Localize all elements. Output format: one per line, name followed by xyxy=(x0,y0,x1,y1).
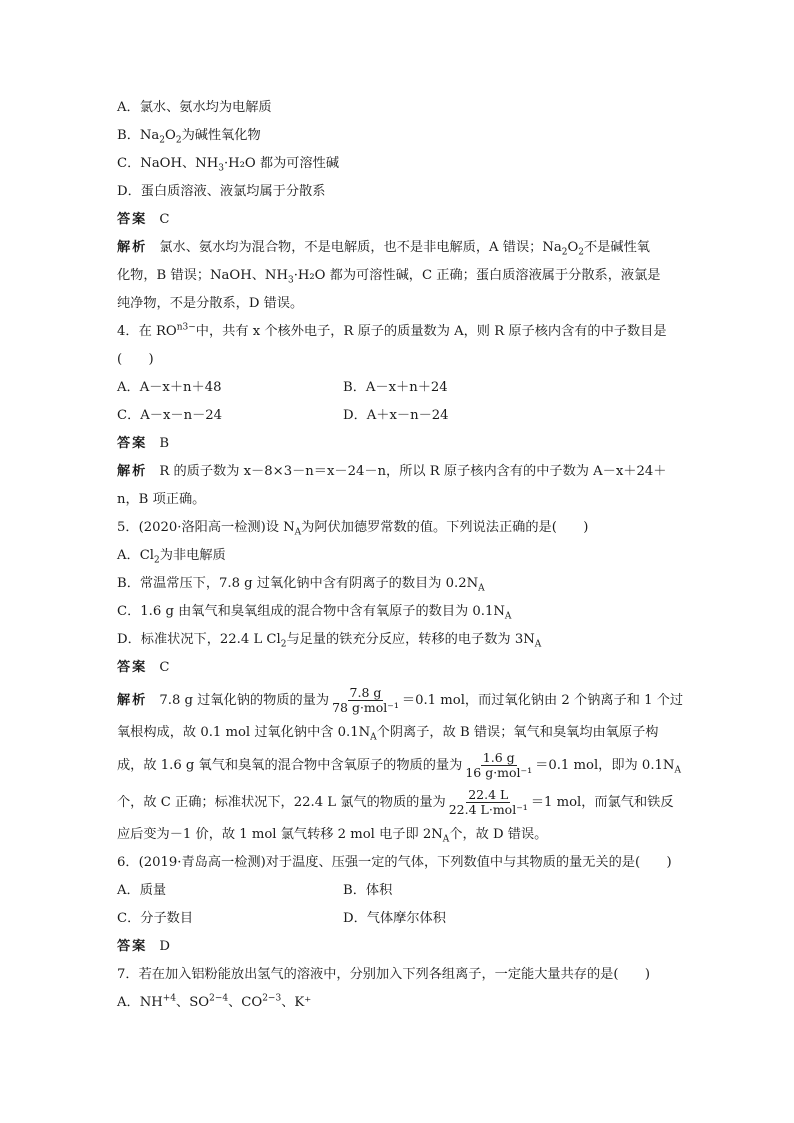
q5-analysis-line-5: 应后变为－1 价，故 1 mol 氯气转移 2 mol 电子即 $2N_A$个，故 D 错误。 xyxy=(117,827,548,845)
q5-answer: 答案 C xyxy=(117,660,170,675)
q4-options-row-2 xyxy=(117,402,682,430)
q6-option-b: B．体积 xyxy=(343,883,393,898)
q5-option-b: B．常温常压下，7.8 g 过氧化钠中含有阴离子的数目为 $0.2N_A$ xyxy=(117,576,485,594)
q6-stem: 6．(2019·青岛高一检测)对于温度、压强一定的气体，下列数值中与其物质的量无关的是( ) xyxy=(117,855,672,870)
fraction: $\frac{22.4 L}{\text{22.4 L·mol⁻¹}}$ xyxy=(448,787,528,817)
q3-answer: 答案 C xyxy=(117,212,170,227)
q5-option-c: C．1.6 g 由氧气和臭氧组成的混合物中含有氧原子的数目为 $0.1N_A$ xyxy=(117,604,512,622)
q5-analysis-line-2: 氧根构成，故 0.1 mol 过氧化钠中含 $0.1N_A$个阴离子，故 B 错误；氧气和臭氧均由氧原子构 xyxy=(117,725,659,743)
q6-options-row-2 xyxy=(117,905,682,933)
q3-analysis-line-1: 解析 氯水、氨水均为混合物，不是电解质，也不是非电解质，A 错误；$Na_2O_2$不是碱性氧 xyxy=(117,240,650,258)
q7-stem: 7．若在加入铝粉能放出氢气的溶液中，分别加入下列各组离子，一定能大量共存的是( ) xyxy=(117,967,650,982)
q5-analysis-line-1: 解析 7.8 g 过氧化钠的物质的量为 $\frac{7.8 g}{\text{78 g·mol⁻¹}}$ ＝0.1 mol，而过氧化钠由 2 个钠离子和 1 个过 xyxy=(117,685,684,715)
q4-option-c: C．A－x－n－24 xyxy=(117,408,223,423)
q4-options-row-1 xyxy=(117,374,682,402)
q3-analysis-line-3: 纯净物，不是分散系，D 错误。 xyxy=(117,296,304,311)
q5-analysis-line-4: 个，故 C 正确；标准状况下，22.4 L 氯气的物质的量为 $\frac{22.4 L}{\text{22.4 L·mol⁻¹}}$ ＝1 mol，而氯气和铁反 xyxy=(117,787,674,817)
q3-option-a: A．氯水、氨水均为电解质 xyxy=(117,100,272,115)
q4-analysis-line-1: 解析 R 的质子数为 x－8×3－n＝x－24－n，所以 R 原子核内含有的中子数为 A－x＋24＋ xyxy=(117,464,667,479)
q4-stem-line-2: ( ) xyxy=(117,352,154,367)
q5-analysis-line-3: 成，故 1.6 g 氧气和臭氧的混合物中含氧原子的物质的量为 $\frac{1.6 g}{\text{16 g·mol⁻¹}}$ ＝0.1 mol，即为 $0.1N_A$ xyxy=(117,750,681,780)
q6-option-a: A．质量 xyxy=(117,883,167,898)
document-page xyxy=(117,94,682,1017)
q4-option-b: B．A－x＋n＋24 xyxy=(343,380,448,395)
q5-stem: 5．(2020·洛阳高一检测)设 $N_A$为阿伏加德罗常数的值。下列说法正确的是( ) xyxy=(117,520,589,538)
q5-option-a: A．$Cl_2$为非电解质 xyxy=(117,548,226,566)
q6-option-d: D．气体摩尔体积 xyxy=(343,911,446,926)
q5-option-d: D．标准状况下，22.4 L $Cl_2$与足量的铁充分反应，转移的电子数为 $3N_A$ xyxy=(117,632,542,650)
q6-options-row-1 xyxy=(117,877,682,905)
q4-option-d: D．A＋x－n－24 xyxy=(343,408,449,423)
fraction: $\frac{1.6 g}{\text{16 g·mol⁻¹}}$ xyxy=(465,750,533,780)
q4-option-a: A．A－x＋n＋48 xyxy=(117,380,222,395)
q7-option-a: A．$NH^{+4}$、$SO^{2-4}$、$CO^{2-3}$、K⁺ xyxy=(117,993,312,1010)
q3-option-d: D．蛋白质溶液、液氯均属于分散系 xyxy=(117,184,326,199)
q6-answer: 答案 D xyxy=(117,939,170,954)
q6-option-c: C．分子数目 xyxy=(117,911,194,926)
q3-analysis-line-2: 化物，B 错误；NaOH、$NH_3\cdot H_2O$ 都为可溶性碱，C 正确；蛋白质溶液属于分散系，液氯是 xyxy=(117,268,661,286)
q4-analysis-line-2: n，B 项正确。 xyxy=(117,492,206,507)
q3-option-c: C．NaOH、$NH_3\cdot H_2O$ 都为可溶性碱 xyxy=(117,156,340,174)
q3-option-b: B．$Na_2O_2$为碱性氧化物 xyxy=(117,128,261,146)
q4-answer: 答案 B xyxy=(117,436,170,451)
q4-stem-line-1: 4．在 $RO^{n3-}$中，共有 x 个核外电子，R 原子的质量数为 A，则 R 原子核内含有的中子数目是 xyxy=(117,322,667,339)
fraction: $\frac{7.8 g}{\text{78 g·mol⁻¹}}$ xyxy=(332,685,399,715)
